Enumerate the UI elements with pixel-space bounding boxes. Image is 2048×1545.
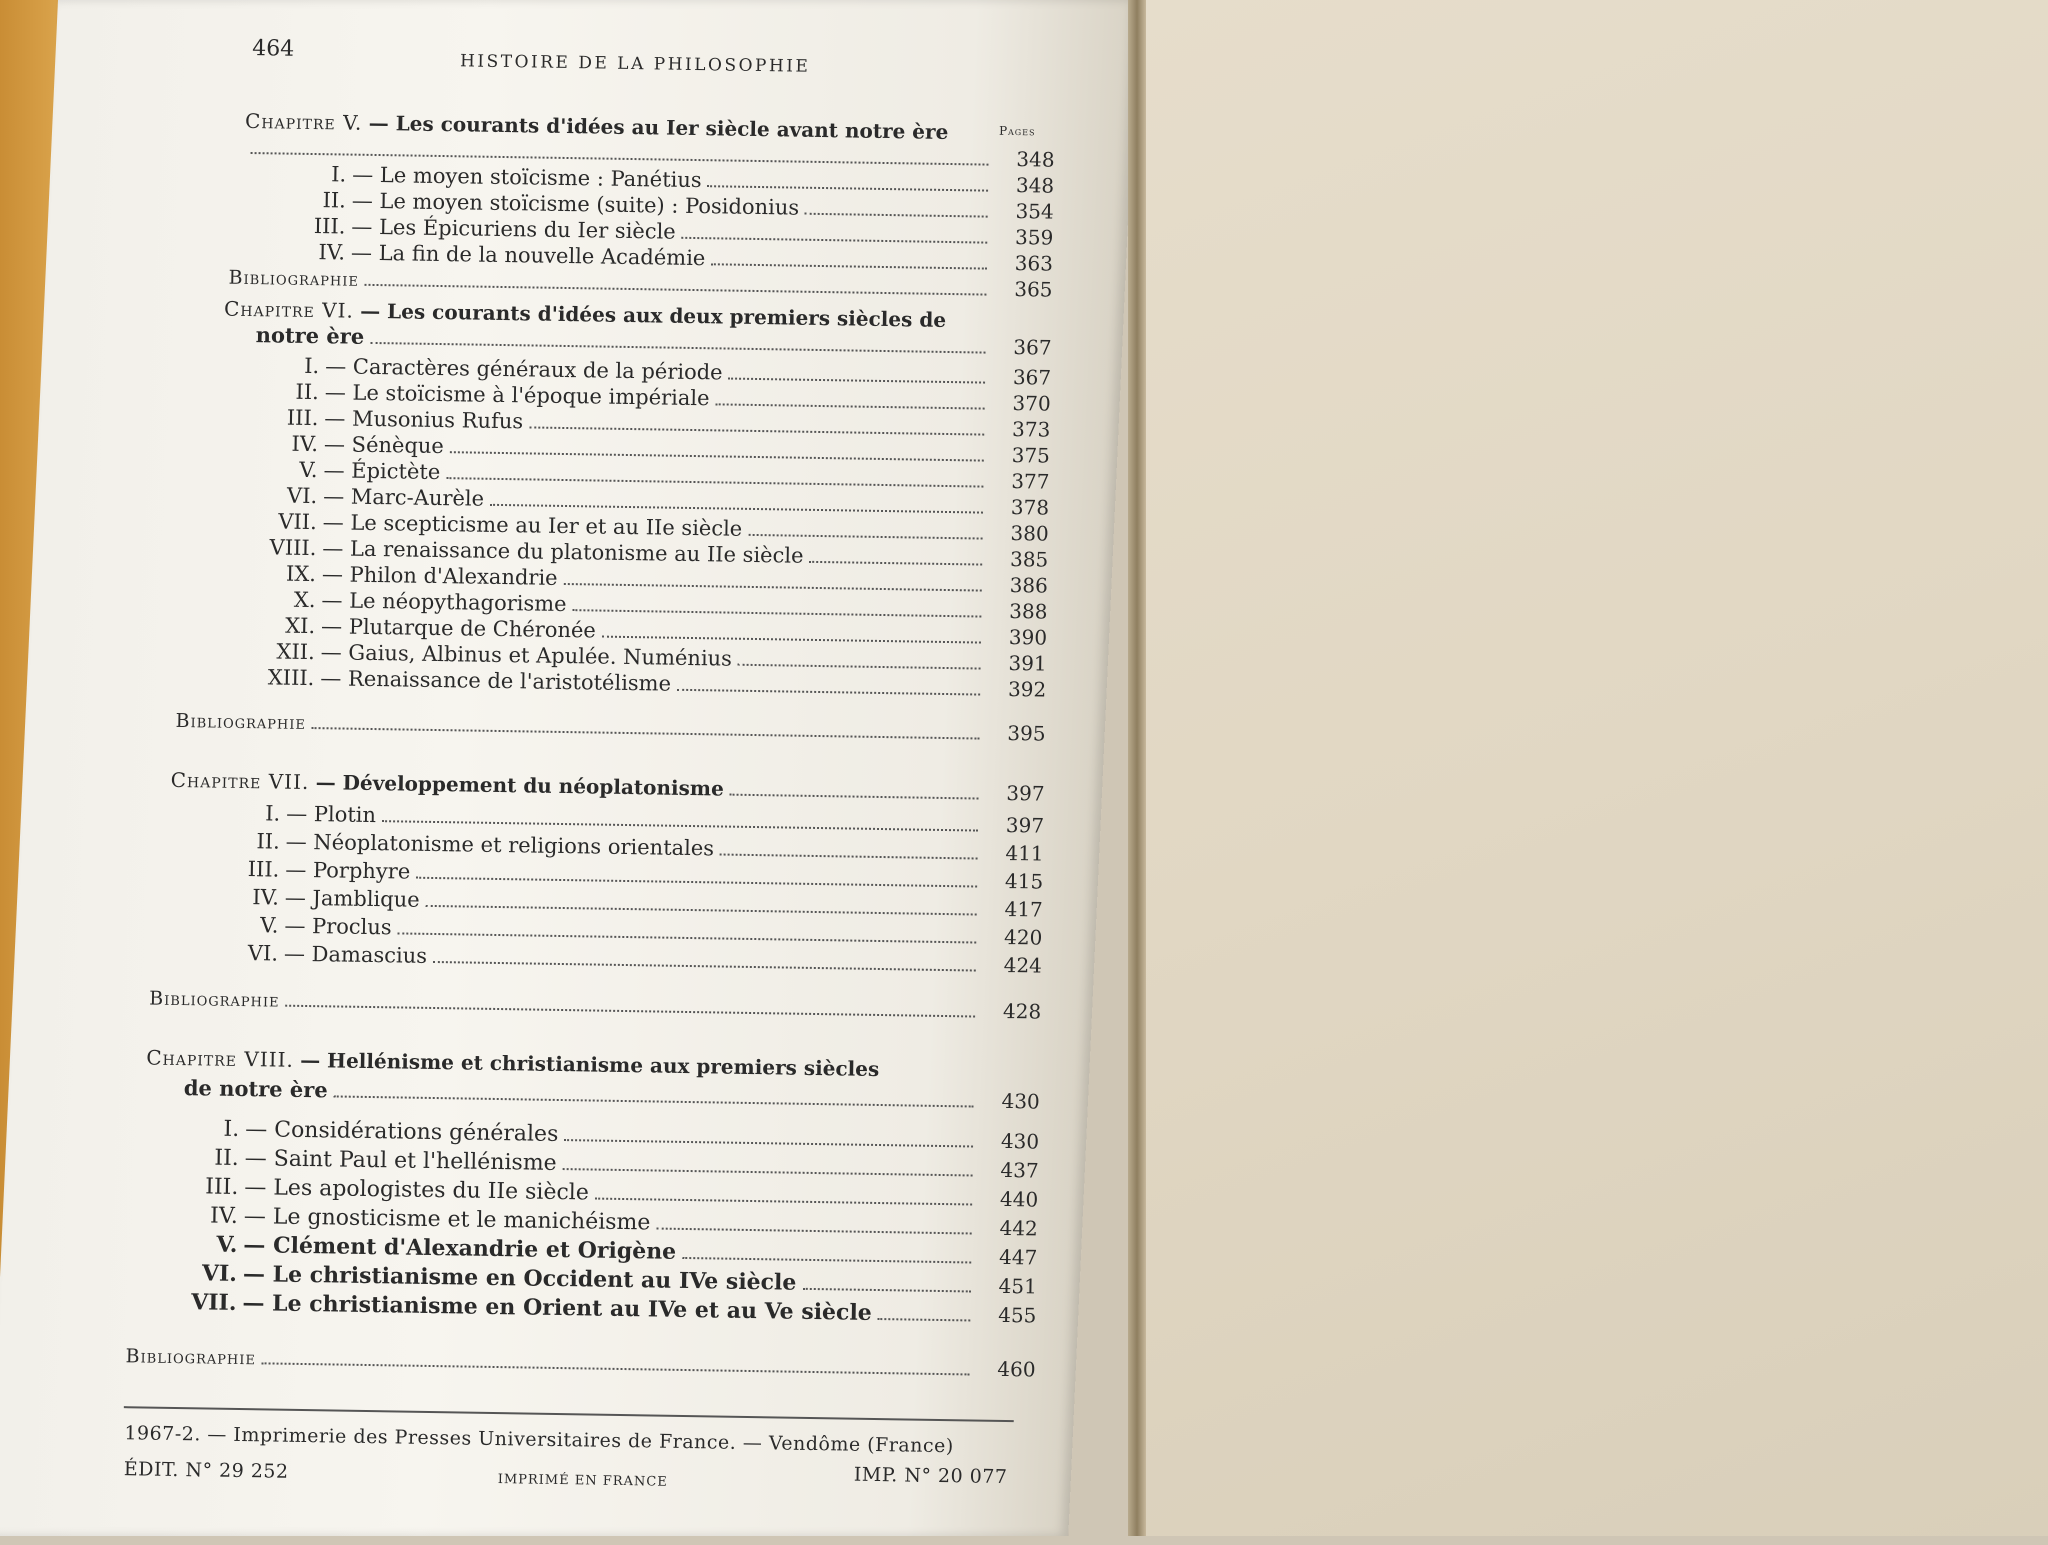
bibliography-entry xyxy=(175,707,1045,748)
leader-dots xyxy=(370,341,985,354)
entry-number: IV. xyxy=(209,1203,239,1229)
leader-dots xyxy=(529,425,984,435)
page-ref: 363 xyxy=(1014,251,1054,276)
leader-dots xyxy=(802,1287,971,1293)
leader-dots xyxy=(602,635,981,644)
bibliography-entry xyxy=(125,1342,1035,1383)
page-ref: 420 xyxy=(1003,924,1043,950)
leader-dots xyxy=(738,663,981,670)
entry-number: VI. xyxy=(247,941,279,966)
entry-number: II. xyxy=(322,188,347,213)
entry-label: — Épictète xyxy=(323,458,441,485)
entry-label: — Plutarque de Chéronée xyxy=(320,614,597,643)
entry-label: — Musonius Rufus xyxy=(324,406,524,434)
entry-label: — Porphyre xyxy=(285,857,411,884)
entry-number: VI. xyxy=(286,483,318,509)
entry-number: III. xyxy=(205,1174,239,1200)
chapter-title: — Les courants d'idées aux deux premiers siècles de xyxy=(360,298,947,332)
entry-label: — Marc-Aurèle xyxy=(322,484,485,511)
chapter-title: — Développement du néoplatonisme xyxy=(315,770,724,801)
entry-number: V. xyxy=(216,1231,238,1258)
pages-column-label: Pages xyxy=(998,123,1036,139)
page-ref: 354 xyxy=(1015,199,1054,224)
entry-number: II. xyxy=(256,829,280,854)
running-title: HISTOIRE DE LA PHILOSOPHIE xyxy=(459,51,811,77)
entry-number: II. xyxy=(295,379,320,405)
page-ref: 430 xyxy=(1001,1088,1040,1114)
leader-dots xyxy=(262,1361,970,1375)
book-gutter xyxy=(1128,0,1146,1536)
leader-dots xyxy=(312,726,980,739)
entry-label: — Jamblique xyxy=(284,885,420,912)
entry-number: IV. xyxy=(252,885,280,910)
chapter-title: — Les courants d'idées au Ier siècle avant notre ère xyxy=(368,110,949,144)
chapter-label: Chapitre VI. xyxy=(223,296,355,323)
entry-label: — Néoplatonisme et religions orientales xyxy=(285,829,715,861)
page-ref: 359 xyxy=(1014,225,1054,250)
entry-label: — La fin de la nouvelle Académie xyxy=(350,240,706,271)
entry-label: — Le moyen stoïcisme (suite) : Posidonius xyxy=(351,188,800,220)
entry-label: — Le christianisme en Occident au IVe siècle xyxy=(242,1261,797,1296)
leader-dots xyxy=(426,904,977,916)
chapter-title-continued: de notre ère xyxy=(183,1075,328,1103)
entry-label: — Clément d'Alexandrie et Origène xyxy=(243,1232,677,1265)
chapter-heading xyxy=(171,767,724,802)
page-ref: 447 xyxy=(998,1244,1038,1270)
leader-dots xyxy=(809,560,982,566)
entry-label: — Renaissance de l'aristotélisme xyxy=(320,666,672,696)
page-ref: 417 xyxy=(1004,896,1043,922)
chapter-label: Chapitre VII. xyxy=(170,767,310,795)
leader-dots xyxy=(728,377,985,384)
entry-number: IV. xyxy=(291,431,319,457)
page-ref: 415 xyxy=(1004,868,1044,894)
page-ref: 365 xyxy=(1014,277,1053,302)
chapter-title-continued: notre ère xyxy=(255,322,365,349)
page-ref: 370 xyxy=(1012,391,1051,416)
chapter-label: Chapitre V. xyxy=(244,108,363,135)
entry-number: III. xyxy=(313,214,346,239)
entry-label: — Considérations générales xyxy=(245,1117,559,1147)
entry-number: V. xyxy=(260,913,279,938)
leader-dots xyxy=(490,503,983,514)
leader-dots xyxy=(730,793,979,800)
entry-label: — Le gnosticisme et le manichéisme xyxy=(243,1204,651,1236)
leader-dots xyxy=(416,876,977,888)
entry-number: IX. xyxy=(285,561,317,587)
leader-dots xyxy=(564,1138,973,1147)
entry-number: VII. xyxy=(190,1289,237,1316)
bibliography-entry xyxy=(149,985,1041,1026)
page-ref: 377 xyxy=(1011,469,1050,494)
page-ref: 392 xyxy=(1007,676,1047,702)
entry-number: X. xyxy=(293,587,316,613)
leader-dots xyxy=(878,1317,971,1321)
leader-dots xyxy=(382,819,978,831)
page-ref: 442 xyxy=(999,1215,1038,1241)
leader-dots xyxy=(682,236,988,244)
page-ref: 375 xyxy=(1011,443,1051,468)
entry-label: — Philon d'Alexandrie xyxy=(321,562,558,590)
chapter-title: — Hellénisme et christianisme aux premiers siècles xyxy=(300,1047,880,1082)
leader-dots xyxy=(805,212,988,218)
leader-dots xyxy=(286,1004,976,1018)
page-ref: 388 xyxy=(1009,598,1048,624)
leader-dots xyxy=(708,184,989,191)
leader-dots xyxy=(398,931,977,943)
leader-dots xyxy=(563,1167,973,1176)
leader-dots xyxy=(433,960,976,972)
entry-label: — Le néopythagorisme xyxy=(321,588,567,617)
bibliography-label: Bibliographie xyxy=(149,987,280,1012)
bibliography-label: Bibliographie xyxy=(228,266,360,291)
entry-number: I. xyxy=(331,162,347,187)
entry-label: — Damascius xyxy=(283,941,428,968)
entry-label: — Le scepticisme au Ier et au IIe siècle xyxy=(322,510,743,541)
leader-dots xyxy=(677,688,980,696)
leader-dots xyxy=(720,852,978,859)
entry-label: — Caractères généraux de la période xyxy=(325,354,723,385)
entry-number: VIII. xyxy=(269,535,317,561)
page-ref: 367 xyxy=(1013,335,1052,360)
entry-label: — Le moyen stoïcisme : Panétius xyxy=(352,162,702,193)
entry-label: — Saint Paul et l'hellénisme xyxy=(244,1146,557,1176)
edition-number: ÉDIT. N° 29 252 xyxy=(123,1458,289,1483)
entry-number: XII. xyxy=(276,639,315,665)
page-ref: 378 xyxy=(1010,495,1050,520)
entry-number: VI. xyxy=(201,1260,238,1287)
leader-dots xyxy=(334,1094,974,1107)
page-ref: 348 xyxy=(1015,173,1055,198)
page-ref: 460 xyxy=(997,1356,1036,1382)
entry-number: VII. xyxy=(278,509,317,535)
page-ref: 455 xyxy=(998,1302,1037,1328)
imprint-number: IMP. N° 20 077 xyxy=(853,1463,1008,1489)
entry-label: — Le stoïcisme à l'époque impériale xyxy=(324,380,710,411)
leader-dots xyxy=(711,262,987,269)
leader-dots xyxy=(572,608,981,617)
leader-dots xyxy=(365,283,987,296)
leader-dots xyxy=(715,402,984,409)
page-ref: 397 xyxy=(1006,780,1045,806)
page-ref: 395 xyxy=(1007,720,1046,746)
leader-dots xyxy=(682,1256,971,1264)
entry-number: XIII. xyxy=(267,665,315,691)
page-ref: 390 xyxy=(1008,624,1048,650)
printer-line: 1967-2. — Imprimerie des Presses Universitaires de France. — Vendôme (France) xyxy=(124,1422,954,1458)
entry-number: III. xyxy=(286,405,319,431)
entry-label: — Les apologistes du IIe siècle xyxy=(244,1175,590,1206)
page-ref: 391 xyxy=(1008,650,1047,676)
page-ref: 440 xyxy=(999,1186,1039,1212)
entry-number: XI. xyxy=(285,613,316,639)
page-ref: 385 xyxy=(1009,546,1049,572)
blank-right-page xyxy=(1146,0,2048,1536)
chapter-label: Chapitre VIII. xyxy=(146,1045,295,1072)
page-ref: 348 xyxy=(1016,147,1055,172)
page-ref: 373 xyxy=(1011,417,1051,442)
leader-dots xyxy=(748,533,983,540)
leader-dots xyxy=(595,1197,972,1206)
entry-number: V. xyxy=(299,457,318,483)
entry-label: — Sénèque xyxy=(323,432,445,459)
entry-label: — Les Épicuriens du Ier siècle xyxy=(351,214,676,244)
entry-number: I. xyxy=(304,353,320,379)
page-ref: 424 xyxy=(1003,952,1043,978)
printed-in-france: IMPRIMÉ EN FRANCE xyxy=(497,1472,668,1490)
page-ref: 451 xyxy=(998,1273,1038,1299)
page-ref: 428 xyxy=(1002,998,1042,1024)
colophon-rule xyxy=(124,1406,1014,1422)
entry-number: II. xyxy=(214,1145,239,1171)
chapter-page-row xyxy=(184,1075,1040,1114)
page-ref: 437 xyxy=(1000,1157,1039,1183)
bibliography-label: Bibliographie xyxy=(175,709,307,734)
entry-label: — Proclus xyxy=(284,913,392,940)
page-ref: 367 xyxy=(1012,365,1052,390)
bibliography-label: Bibliographie xyxy=(125,1345,257,1370)
entry-label: — Plotin xyxy=(285,801,377,828)
page-ref: 386 xyxy=(1009,572,1049,598)
entry-number: III. xyxy=(247,857,280,882)
entry-label: — Le christianisme en Orient au IVe et au Ve siècle xyxy=(242,1290,872,1326)
page-number: 464 xyxy=(252,36,295,62)
entry-number: I. xyxy=(265,801,281,826)
entry-number: I. xyxy=(223,1116,240,1142)
page-ref: 411 xyxy=(1005,840,1044,866)
leader-dots xyxy=(563,582,981,592)
entry-number: IV. xyxy=(318,240,346,265)
entry-label: — Gaius, Albinus et Apulée. Numénius xyxy=(320,640,733,671)
entry-label: — La renaissance du platonisme au IIe siècle xyxy=(322,536,804,568)
page-ref: 430 xyxy=(1000,1128,1040,1154)
leader-dots xyxy=(656,1227,971,1235)
page-ref: 380 xyxy=(1010,520,1049,546)
page-ref: 397 xyxy=(1005,812,1045,838)
